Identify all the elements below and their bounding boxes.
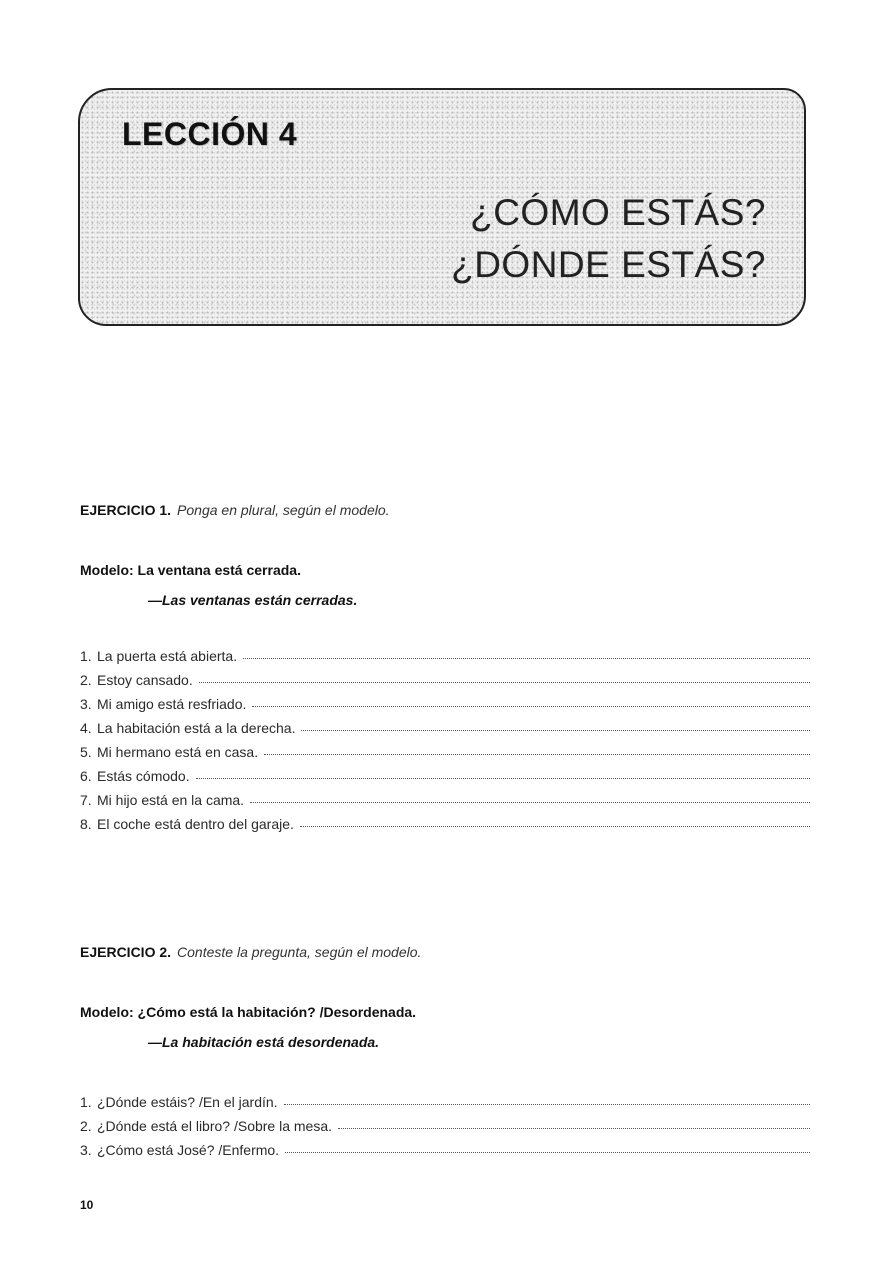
exercise-1-item[interactable]: 4. La habitación está a la derecha. (80, 720, 810, 744)
exercise-2-label: EJERCICIO 2. (80, 944, 172, 960)
exercise-1-item[interactable]: 8. El coche está dentro del garaje. (80, 816, 810, 840)
exercise-2-item[interactable]: 2. ¿Dónde está el libro? /Sobre la mesa. (80, 1118, 810, 1142)
answer-line[interactable] (301, 729, 810, 731)
answer-line[interactable] (264, 753, 810, 755)
exercise-2-list (80, 1094, 810, 1166)
exercise-2-model: Modelo: ¿Cómo está la habitación? /Desordenada. (80, 1004, 417, 1020)
exercise-1-model: Modelo: La ventana está cerrada. (80, 562, 301, 578)
exercise-2-heading (80, 944, 421, 960)
exercise-1-item[interactable]: 2. Estoy cansado. (80, 672, 810, 696)
exercise-1-item[interactable]: 6. Estás cómodo. (80, 768, 810, 792)
page-number: 10 (80, 1198, 94, 1212)
exercise-1-model-answer: —Las ventanas están cerradas. (148, 592, 358, 608)
answer-line[interactable] (199, 681, 810, 683)
lesson-banner (78, 88, 806, 326)
exercise-1-label: EJERCICIO 1. (80, 502, 172, 518)
exercise-1-item[interactable]: 3. Mi amigo está resfriado. (80, 696, 810, 720)
exercise-1-item[interactable]: 1. La puerta está abierta. (80, 648, 810, 672)
exercise-1-heading (80, 502, 390, 518)
exercise-2-item[interactable]: 3. ¿Cómo está José? /Enfermo. (80, 1142, 810, 1166)
exercise-1-item[interactable]: 5. Mi hermano está en casa. (80, 744, 810, 768)
answer-line[interactable] (252, 705, 810, 707)
exercise-1-item[interactable]: 7. Mi hijo está en la cama. (80, 792, 810, 816)
lesson-title-line-2: ¿DÓNDE ESTÁS? (451, 244, 766, 285)
exercise-2-item[interactable]: 1. ¿Dónde estáis? /En el jardín. (80, 1094, 810, 1118)
answer-line[interactable] (284, 1103, 810, 1105)
exercise-2-model-answer: —La habitación está desordenada. (148, 1034, 380, 1050)
exercise-1-list (80, 648, 810, 840)
lesson-label: LECCIÓN 4 (122, 116, 298, 152)
exercise-1-instruction: Ponga en plural, según el modelo. (177, 502, 390, 518)
answer-line[interactable] (285, 1151, 810, 1153)
answer-line[interactable] (196, 777, 810, 779)
answer-line[interactable] (300, 825, 810, 827)
answer-line[interactable] (338, 1127, 810, 1129)
exercise-2-instruction: Conteste la pregunta, según el modelo. (177, 944, 422, 960)
answer-line[interactable] (243, 657, 810, 659)
lesson-title-line-1: ¿CÓMO ESTÁS? (470, 192, 766, 233)
answer-line[interactable] (250, 801, 810, 803)
